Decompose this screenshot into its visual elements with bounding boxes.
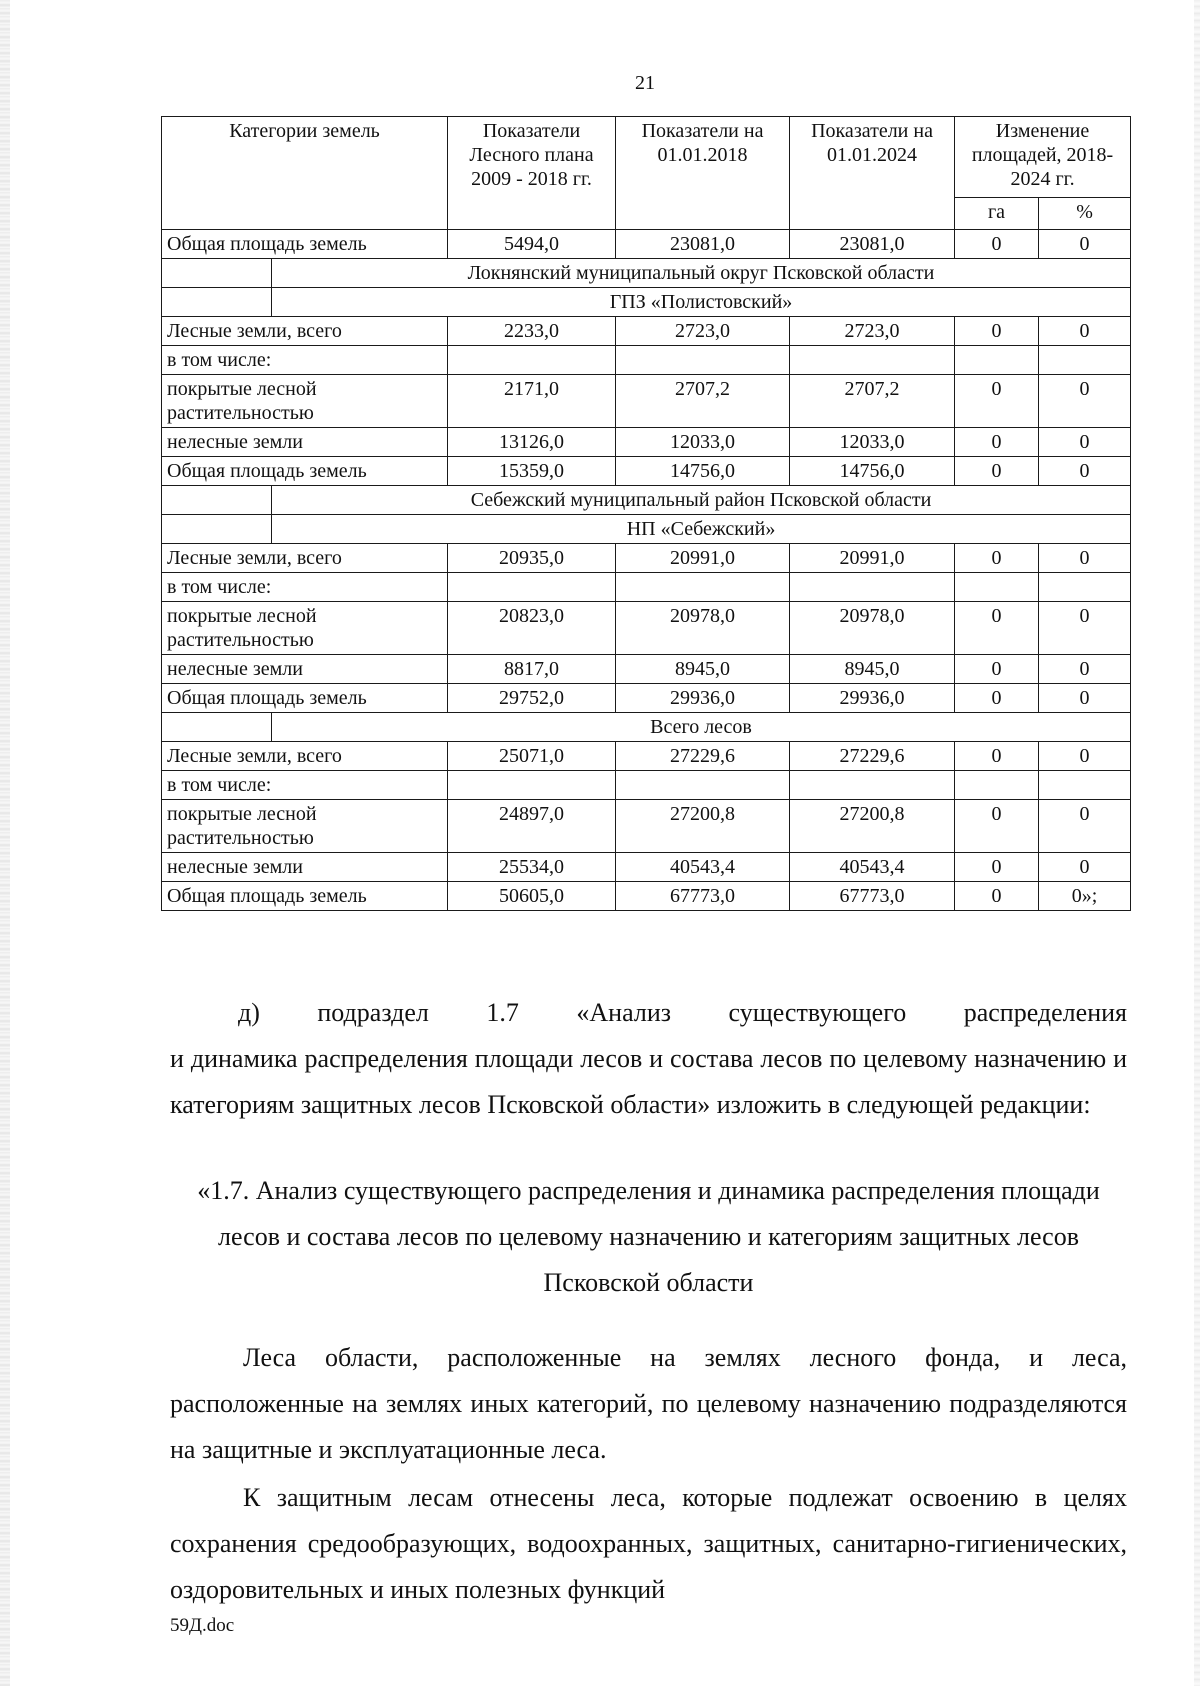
section-blank-cell: [162, 486, 272, 515]
section-blank-cell: [162, 288, 272, 317]
header-ha: га: [955, 198, 1039, 230]
cell-ha: 0: [955, 375, 1039, 428]
cell-2018: 12033,0: [616, 428, 790, 457]
cell-2024: 12033,0: [790, 428, 955, 457]
cell-plan: 20935,0: [448, 544, 616, 573]
cell-2018: 2723,0: [616, 317, 790, 346]
section-title-row: [162, 259, 1131, 288]
table-row: [162, 230, 1131, 259]
footer-filename: 59Д.doc: [170, 1615, 235, 1636]
cell-plan: [448, 573, 616, 602]
cell-ha: 0: [955, 428, 1039, 457]
table-row: [162, 457, 1131, 486]
section-blank-cell: [162, 515, 272, 544]
row-label: Общая площадь земель: [162, 457, 448, 486]
cell-2018: [616, 573, 790, 602]
cell-2018: 67773,0: [616, 882, 790, 911]
row-label: в том числе:: [162, 346, 448, 375]
cell-2018: 27200,8: [616, 800, 790, 853]
cell-2018: 8945,0: [616, 655, 790, 684]
row-label: Лесные земли, всего: [162, 742, 448, 771]
cell-2018: 14756,0: [616, 457, 790, 486]
cell-2024: 8945,0: [790, 655, 955, 684]
cell-2024: 20991,0: [790, 544, 955, 573]
cell-pct: [1039, 573, 1131, 602]
table-header-row: [162, 117, 1131, 198]
scan-edge-left: [0, 0, 10, 1686]
cell-pct: 0: [1039, 317, 1131, 346]
section-title: Локнянский муниципальный округ Псковской области: [272, 259, 1131, 288]
table-body: [162, 117, 1131, 911]
cell-pct: [1039, 346, 1131, 375]
cell-plan: 29752,0: [448, 684, 616, 713]
header-plan: Показатели Лесного плана 2009 - 2018 гг.: [448, 117, 616, 230]
cell-plan: 13126,0: [448, 428, 616, 457]
table-row: [162, 771, 1131, 800]
cell-2024: 40543,4: [790, 853, 955, 882]
cell-ha: 0: [955, 230, 1039, 259]
cell-2018: [616, 771, 790, 800]
section-subtitle: ГПЗ «Полистовский»: [272, 288, 1131, 317]
section-subtitle-row: [162, 515, 1131, 544]
cell-2024: 23081,0: [790, 230, 955, 259]
row-label: Лесные земли, всего: [162, 317, 448, 346]
cell-pct: 0: [1039, 375, 1131, 428]
table-row: [162, 544, 1131, 573]
cell-pct: 0: [1039, 428, 1131, 457]
row-label: нелесные земли: [162, 428, 448, 457]
cell-pct: [1039, 771, 1131, 800]
cell-plan: 25071,0: [448, 742, 616, 771]
cell-ha: 0: [955, 317, 1039, 346]
cell-2018: 20991,0: [616, 544, 790, 573]
table-row: [162, 428, 1131, 457]
cell-ha: 0: [955, 544, 1039, 573]
section-heading: «1.7. Анализ существующего распределения и динамика распределения площади лесов и состава лесов по целевому назначению и категориям защитных лесов Псковской области: [197, 1176, 1100, 1297]
cell-2024: 67773,0: [790, 882, 955, 911]
cell-pct: 0: [1039, 230, 1131, 259]
cell-2024: 20978,0: [790, 602, 955, 655]
cell-2018: 27229,6: [616, 742, 790, 771]
cell-plan: 2233,0: [448, 317, 616, 346]
row-label: Общая площадь земель: [162, 684, 448, 713]
cell-2024: 29936,0: [790, 684, 955, 713]
cell-2024: 27229,6: [790, 742, 955, 771]
cell-plan: 20823,0: [448, 602, 616, 655]
table-row: [162, 853, 1131, 882]
row-label: покрытые лесной растительностью: [162, 602, 448, 655]
cell-2018: 40543,4: [616, 853, 790, 882]
table-row: [162, 742, 1131, 771]
section-title: Всего лесов: [272, 713, 1131, 742]
header-change: Изменение площадей, 2018-2024 гг.: [955, 117, 1131, 198]
cell-2024: [790, 573, 955, 602]
cell-2024: [790, 346, 955, 375]
cell-2024: 2723,0: [790, 317, 955, 346]
header-2024: Показатели на 01.01.2024: [790, 117, 955, 230]
table-row: [162, 684, 1131, 713]
cell-pct: 0: [1039, 800, 1131, 853]
cell-plan: 15359,0: [448, 457, 616, 486]
row-label: в том числе:: [162, 771, 448, 800]
cell-ha: 0: [955, 457, 1039, 486]
cell-plan: 25534,0: [448, 853, 616, 882]
table-row: [162, 882, 1131, 911]
row-label: Общая площадь земель: [162, 882, 448, 911]
row-label: покрытые лесной растительностью: [162, 800, 448, 853]
row-label: Общая площадь земель: [162, 230, 448, 259]
scan-edge-right: [1194, 0, 1200, 1686]
cell-ha: [955, 573, 1039, 602]
paragraph-forests: Леса области, расположенные на землях лесного фонда, и леса, расположенные на землях иных категорий, по целевому назначению подразделяются на защитные и эксплуатационные леса.: [170, 1343, 1127, 1464]
cell-plan: 50605,0: [448, 882, 616, 911]
cell-2024: 14756,0: [790, 457, 955, 486]
cell-ha: 0: [955, 684, 1039, 713]
section-blank-cell: [162, 259, 272, 288]
paragraph-amendment-first-line: д) подраздел 1.7 «Анализ существующего распределения: [238, 998, 1127, 1027]
cell-pct: 0: [1039, 602, 1131, 655]
cell-ha: 0: [955, 742, 1039, 771]
land-categories-table: [161, 116, 1131, 911]
cell-pct: 0: [1039, 655, 1131, 684]
cell-2024: 27200,8: [790, 800, 955, 853]
cell-pct: 0: [1039, 684, 1131, 713]
table-row: [162, 800, 1131, 853]
row-label: Лесные земли, всего: [162, 544, 448, 573]
cell-2018: 29936,0: [616, 684, 790, 713]
table-row: [162, 317, 1131, 346]
section-subtitle: НП «Себежский»: [272, 515, 1131, 544]
row-label: покрытые лесной растительностью: [162, 375, 448, 428]
row-label: нелесные земли: [162, 655, 448, 684]
cell-pct: 0»;: [1039, 882, 1131, 911]
table-row: [162, 346, 1131, 375]
table-row: [162, 655, 1131, 684]
paragraph-protective-forests: К защитным лесам отнесены леса, которые подлежат освоению в целях сохранения средообразующих, водоохранных, защитных, санитарно-гигиенических, оздоровительных и иных полезных функций: [170, 1483, 1127, 1604]
header-2018: Показатели на 01.01.2018: [616, 117, 790, 230]
cell-2024: 2707,2: [790, 375, 955, 428]
cell-2018: 2707,2: [616, 375, 790, 428]
cell-pct: 0: [1039, 457, 1131, 486]
cell-2018: [616, 346, 790, 375]
cell-ha: 0: [955, 655, 1039, 684]
row-label: нелесные земли: [162, 853, 448, 882]
cell-plan: 24897,0: [448, 800, 616, 853]
section-subtitle-row: [162, 288, 1131, 317]
header-pct: %: [1039, 198, 1131, 230]
cell-pct: 0: [1039, 544, 1131, 573]
cell-pct: 0: [1039, 742, 1131, 771]
header-category: Категории земель: [162, 117, 448, 230]
paragraph-amendment: и динамика распределения площади лесов и состава лесов по целевому назначению и категориям защитных лесов Псковской области» изложить в следующей редакции:: [170, 1044, 1127, 1119]
cell-ha: 0: [955, 602, 1039, 655]
cell-plan: [448, 771, 616, 800]
cell-ha: 0: [955, 800, 1039, 853]
cell-2024: [790, 771, 955, 800]
cell-ha: [955, 771, 1039, 800]
section-title: Себежский муниципальный район Псковской области: [272, 486, 1131, 515]
cell-plan: [448, 346, 616, 375]
cell-plan: 8817,0: [448, 655, 616, 684]
section-title-row: [162, 486, 1131, 515]
section-blank-cell: [162, 713, 272, 742]
cell-ha: 0: [955, 853, 1039, 882]
cell-ha: 0: [955, 882, 1039, 911]
cell-plan: 5494,0: [448, 230, 616, 259]
cell-2018: 23081,0: [616, 230, 790, 259]
cell-ha: [955, 346, 1039, 375]
table-row: [162, 573, 1131, 602]
cell-pct: 0: [1039, 853, 1131, 882]
table-row: [162, 375, 1131, 428]
cell-2018: 20978,0: [616, 602, 790, 655]
page-number: 21: [635, 72, 655, 94]
row-label: в том числе:: [162, 573, 448, 602]
cell-plan: 2171,0: [448, 375, 616, 428]
table-row: [162, 602, 1131, 655]
section-title-row: [162, 713, 1131, 742]
